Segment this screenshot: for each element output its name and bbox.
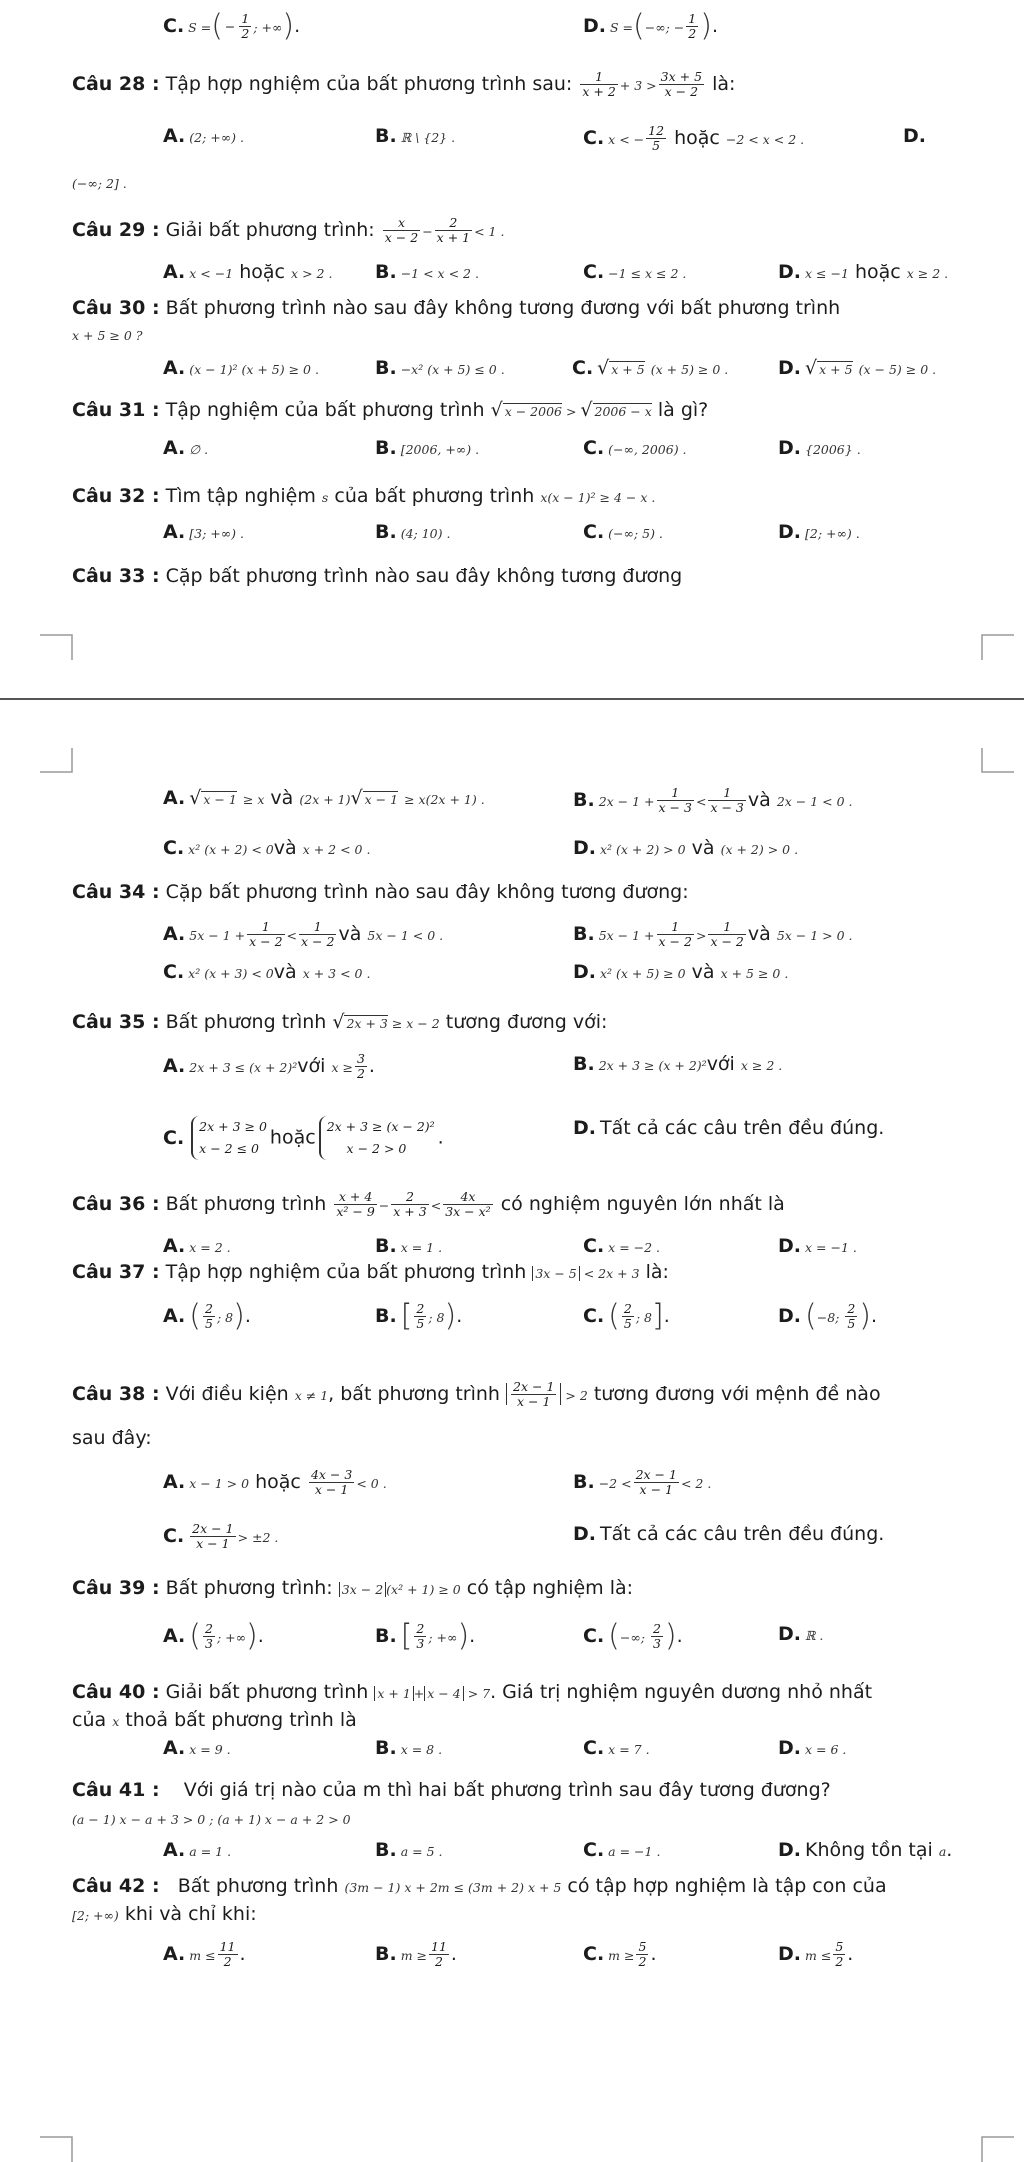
q34-option-c[interactable]: C. x² (x + 3) < 0và x + 3 < 0 .: [163, 961, 371, 983]
q29-option-c[interactable]: C. −1 ≤ x ≤ 2 .: [583, 261, 687, 283]
q28-option-d-value: (−∞; 2] .: [72, 176, 127, 191]
q29-option-d[interactable]: D. x ≤ −1 hoặc x ≥ 2 .: [778, 261, 949, 283]
q30-question: Câu 30 : Bất phương trình nào sau đây không tương đương với bất phương trình: [72, 297, 841, 319]
q39-option-d[interactable]: D. ℝ .: [778, 1623, 824, 1645]
q28-option-b[interactable]: B. ℝ \ {2} .: [375, 125, 456, 147]
q28-option-a[interactable]: A. (2; +∞) .: [163, 125, 245, 147]
q38-option-b[interactable]: B. −2 < $\frac{2x - 1}{x - 1}$ < 2 .: [573, 1467, 712, 1497]
q38-question-cont: sau đây:: [72, 1427, 152, 1449]
q30-option-a[interactable]: A. (x − 1)² (x + 5) ≥ 0 .: [163, 357, 319, 379]
q30-option-b[interactable]: B. −x² (x + 5) ≤ 0 .: [375, 357, 505, 379]
q42-question-cont: [2; +∞) khi và chỉ khi:: [72, 1903, 257, 1925]
q31-option-a[interactable]: A. ∅ .: [163, 437, 209, 459]
q29-question: Câu 29 : Giải bất phương trình: $\frac{x}{x - 2}$ − $\frac{2}{x + 1}$ < 1 .: [72, 215, 505, 245]
q30-condition: x + 5 ≥ 0 ?: [72, 328, 143, 343]
q34-option-b[interactable]: B. 5x − 1 + $\frac{1}{x - 2}$ > $\frac{1}{x - 2}$ và 5x − 1 > 0 .: [573, 919, 853, 949]
q33-option-a[interactable]: A. √ x − 1 ≥ x và (2x + 1)√ x − 1 ≥ x(2x + 1) .: [163, 787, 485, 809]
q36-option-c[interactable]: C. x = −2 .: [583, 1235, 661, 1257]
page-corner-mark: [980, 2136, 1014, 2162]
q42-option-b[interactable]: B. m ≥ $\frac{11}{2}$ .: [375, 1939, 457, 1969]
q32-question: Câu 32 : Tìm tập nghiệm s của bất phương trình x(x − 1)² ≥ 4 − x .: [72, 485, 656, 507]
q39-option-c[interactable]: C. (−∞; $\frac{2}{3}$ ).: [583, 1618, 683, 1654]
q39-question: Câu 39 : Bất phương trình: 3x − 2 (x² + 1) ≥ 0 có tập nghiệm là:: [72, 1577, 634, 1599]
q32-option-c[interactable]: C. (−∞; 5) .: [583, 521, 663, 543]
q27-option-d[interactable]: D. S =(−∞; − $\frac{1}{2}$ ).: [583, 8, 718, 44]
q35-option-a[interactable]: A. 2x + 3 ≤ (x + 2)²với x ≥ $\frac{3}{2}$ .: [163, 1051, 375, 1081]
q40-option-d[interactable]: D. x = 6 .: [778, 1737, 847, 1759]
q38-option-c[interactable]: C. $\frac{2x - 1}{x - 1}$ > ±2 .: [163, 1521, 279, 1551]
q38-option-d[interactable]: D. Tất cả các câu trên đều đúng.: [573, 1523, 885, 1545]
q35-option-d[interactable]: D. Tất cả các câu trên đều đúng.: [573, 1117, 885, 1139]
q28-question: Câu 28 : Tập hợp nghiệm của bất phương trình sau: $\frac{1}{x + 2}$ + 3 > $\frac{3x + 5}{x - 2}$ là:: [72, 69, 736, 99]
q39-option-b[interactable]: B. [ $\frac{2}{3}$ ; +∞).: [375, 1618, 476, 1654]
q29-option-a[interactable]: A. x < −1 hoặc x > 2 .: [163, 261, 333, 283]
q35-option-b[interactable]: B. 2x + 3 ≥ (x + 2)²với x ≥ 2 .: [573, 1053, 783, 1075]
q35-question: Câu 35 : Bất phương trình √ 2x + 3 ≥ x − 2 tương đương với:: [72, 1011, 608, 1033]
q31-question: Câu 31 : Tập nghiệm của bất phương trình √ x − 2006 > √ 2006 − x là gì?: [72, 399, 709, 421]
q40-option-a[interactable]: A. x = 9 .: [163, 1737, 231, 1759]
q29-option-b[interactable]: B. −1 < x < 2 .: [375, 261, 479, 283]
q30-option-c[interactable]: C. √ x + 5 (x + 5) ≥ 0 .: [572, 357, 729, 379]
q33-question: Câu 33 : Cặp bất phương trình nào sau đây không tương đương: [72, 565, 683, 587]
q31-option-d[interactable]: D. {2006} .: [778, 437, 861, 459]
q41-option-b[interactable]: B. a = 5 .: [375, 1839, 443, 1861]
q40-question-cont: của x thoả bất phương trình là: [72, 1709, 357, 1731]
q37-option-d[interactable]: D. (−8; $\frac{2}{5}$ ).: [778, 1298, 878, 1334]
q37-option-a[interactable]: A. ( $\frac{2}{5}$ ; 8).: [163, 1298, 251, 1334]
q38-option-a[interactable]: A. x − 1 > 0 hoặc $\frac{4x - 3}{x - 1}$ < 0 .: [163, 1467, 387, 1497]
q33-option-b[interactable]: B. 2x − 1 + $\frac{1}{x - 3}$ < $\frac{1}{x - 3}$ và 2x − 1 < 0 .: [573, 785, 853, 815]
q32-option-b[interactable]: B. (4; 10) .: [375, 521, 451, 543]
q28-option-d[interactable]: D.: [903, 125, 926, 147]
q36-option-b[interactable]: B. x = 1 .: [375, 1235, 443, 1257]
q41-question: Câu 41 : Với giá trị nào của m thì hai bất phương trình sau đây tương đương?: [72, 1779, 831, 1801]
q41-option-c[interactable]: C. a = −1 .: [583, 1839, 661, 1861]
q38-question: Câu 38 : Với điều kiện x ≠ 1, bất phương trình $\frac{2x - 1}{x - 1}$ > 2 tương đương với mệnh đề nào: [72, 1379, 881, 1409]
q42-option-a[interactable]: A. m ≤ $\frac{11}{2}$ .: [163, 1939, 246, 1969]
q31-option-c[interactable]: C. (−∞, 2006) .: [583, 437, 687, 459]
page-corner-mark: [980, 748, 1014, 774]
q34-option-a[interactable]: A. 5x − 1 + $\frac{1}{x - 2}$ < $\frac{1}{x - 2}$ và 5x − 1 < 0 .: [163, 919, 444, 949]
q36-question: Câu 36 : Bất phương trình $\frac{x + 4}{\text{x² − 9}}$ − $\frac{2}{x + 3}$ < $\frac{4x}{\text{3x − x²}}$ có nghiệm nguyên lớn nhất là: [72, 1189, 785, 1219]
q33-option-c[interactable]: C. x² (x + 2) < 0và x + 2 < 0 .: [163, 837, 371, 859]
q42-option-d[interactable]: D. m ≤ $\frac{5}{2}$ .: [778, 1939, 854, 1969]
q32-option-a[interactable]: A. [3; +∞) .: [163, 521, 245, 543]
page-corner-mark: [40, 634, 74, 660]
q34-question: Câu 34 : Cặp bất phương trình nào sau đây không tương đương:: [72, 881, 689, 903]
q40-option-b[interactable]: B. x = 8 .: [375, 1737, 443, 1759]
page-corner-mark: [40, 748, 74, 774]
q40-question: Câu 40 : Giải bất phương trình x + 1 + x − 4 > 7. Giá trị nghiệm nguyên dương nhỏ nhất: [72, 1681, 873, 1703]
q36-option-d[interactable]: D. x = −1 .: [778, 1235, 857, 1257]
q37-option-b[interactable]: B. [ $\frac{2}{5}$ ; 8).: [375, 1298, 463, 1334]
q27-option-c[interactable]: C. S =( − $\frac{1}{2}$ ; +∞).: [163, 8, 301, 44]
q31-option-b[interactable]: B. [2006, +∞) .: [375, 437, 480, 459]
page-corner-mark: [40, 2136, 74, 2162]
q32-option-d[interactable]: D. [2; +∞) .: [778, 521, 860, 543]
q35-option-c[interactable]: C. 2x + 3 ≥ 0 x − 2 ≤ 0 hoặc 2x + 3 ≥ (x − 2)² x − 2 > 0 .: [163, 1116, 444, 1160]
q39-option-a[interactable]: A. ( $\frac{2}{3}$ ; +∞).: [163, 1618, 264, 1654]
page-separator: [0, 698, 1024, 700]
q28-option-c[interactable]: C. x < − $\frac{12}{5}$ hoặc −2 < x < 2 .: [583, 123, 805, 153]
q41-option-a[interactable]: A. a = 1 .: [163, 1839, 232, 1861]
q41-inequalities: (a − 1) x − a + 3 > 0 ; (a + 1) x − a + 2 > 0: [72, 1812, 351, 1827]
q30-option-d[interactable]: D. √ x + 5 (x − 5) ≥ 0 .: [778, 357, 937, 379]
q36-option-a[interactable]: A. x = 2 .: [163, 1235, 231, 1257]
q42-question: Câu 42 : Bất phương trình (3m − 1) x + 2m ≤ (3m + 2) x + 5 có tập hợp nghiệm là tập con của: [72, 1875, 887, 1897]
q34-option-d[interactable]: D. x² (x + 5) ≥ 0 và x + 5 ≥ 0 .: [573, 961, 789, 983]
q37-question: Câu 37 : Tập hợp nghiệm của bất phương trình 3x − 5 < 2x + 3 là:: [72, 1261, 669, 1283]
q40-option-c[interactable]: C. x = 7 .: [583, 1737, 650, 1759]
q42-option-c[interactable]: C. m ≥ $\frac{5}{2}$ .: [583, 1939, 657, 1969]
page-corner-mark: [980, 634, 1014, 660]
q33-option-d[interactable]: D. x² (x + 2) > 0 và (x + 2) > 0 .: [573, 837, 799, 859]
q37-option-c[interactable]: C. ( $\frac{2}{5}$ ; 8].: [583, 1298, 670, 1334]
q41-option-d[interactable]: D. Không tồn tại a.: [778, 1839, 953, 1861]
